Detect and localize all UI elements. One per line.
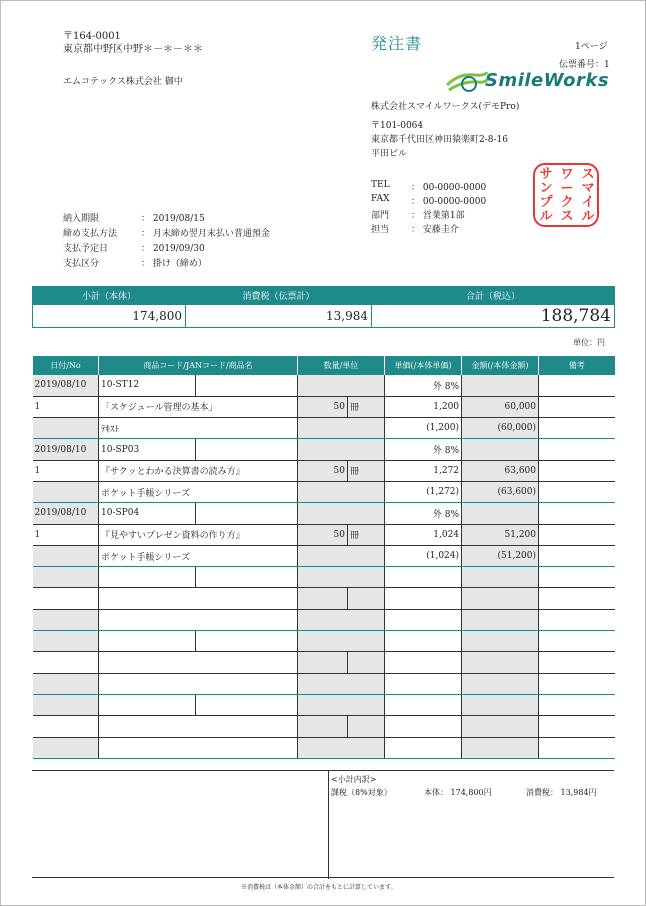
total-header: 合計（税込） [372, 287, 615, 305]
term-value: ： 2019/09/30 [141, 244, 205, 254]
order-items-table [32, 356, 615, 759]
tax-header: 消費税（伝票計） [186, 287, 372, 305]
table-row [33, 503, 615, 524]
item-qty: 50 [298, 524, 348, 545]
table-row [33, 481, 615, 502]
footnote: ※消費税は（本体金額）の合計をもとに計算しています。 [241, 884, 397, 891]
company-seal-stamp [533, 163, 599, 227]
page-number: 1ページ [575, 42, 608, 52]
contact-tel-label: TEL [371, 180, 390, 190]
table-row [33, 460, 615, 481]
item-no: 1 [33, 524, 99, 545]
item-date: 2019/08/10 [33, 375, 99, 396]
table-row [33, 631, 615, 652]
table-row [33, 588, 615, 609]
item-base-price: (1,272) [385, 481, 462, 502]
table-row [33, 524, 615, 545]
table-row [33, 716, 615, 737]
stamp-column: ワークス [560, 167, 574, 224]
header-qty-unit: 数量/単位 [298, 356, 385, 375]
contact-person-value: ： 安藤圭介 [411, 225, 459, 235]
breakdown-label: 課税（8%対象） [331, 788, 392, 797]
term-value: ： 月末締め翌月末払い普通預金 [141, 229, 270, 239]
recipient-company: エムコテックス株式会社 御中 [63, 77, 183, 87]
sender-company: 株式会社スマイルワークス(デモPro) [371, 102, 520, 112]
term-label: 納入期限 [63, 214, 100, 224]
recipient-postal: 〒164-0001 [63, 31, 121, 42]
table-row [33, 609, 615, 630]
item-code: 10-SP04 [99, 503, 196, 524]
item-subtitle: ポケット手帳シリーズ [99, 545, 298, 566]
item-base-amount: (60,000) [462, 418, 539, 439]
item-code: 10-SP03 [99, 439, 196, 460]
item-qty: 50 [298, 460, 348, 481]
breakdown-tax: 消費税： 13,984円 [526, 788, 597, 797]
table-row [33, 439, 615, 460]
header-date-no: 日付/No [33, 356, 99, 375]
term-value: ： 2019/08/15 [141, 214, 205, 224]
term-label: 支払予定日 [63, 244, 109, 254]
sender-building: 平田ビル [371, 149, 408, 159]
item-date: 2019/08/10 [33, 439, 99, 460]
item-date: 2019/08/10 [33, 503, 99, 524]
contact-dept-value: ： 営業第1部 [411, 211, 465, 221]
table-row [33, 545, 615, 566]
breakdown-title: <小計内訳> [331, 775, 377, 784]
contact-dept-label: 部門 [371, 211, 390, 221]
sender-postal: 〒101-0064 [371, 121, 424, 131]
item-price: 1,200 [385, 396, 462, 417]
item-amount: 51,200 [462, 524, 539, 545]
smileworks-logo [445, 69, 610, 95]
table-row [33, 418, 615, 439]
item-base-price: (1,024) [385, 545, 462, 566]
item-no: 1 [33, 460, 99, 481]
table-row [33, 673, 615, 694]
subtotal-header: 小計（本体） [33, 287, 186, 305]
contact-fax-value: ： 00-0000-0000 [411, 197, 487, 207]
tax-breakdown-section [32, 770, 614, 878]
item-price: 1,024 [385, 524, 462, 545]
table-row [33, 567, 615, 588]
document-title: 発注書 [371, 34, 423, 53]
item-unit: 冊 [348, 524, 385, 545]
stamp-column: サンプル [539, 167, 553, 224]
item-base-price: (1,200) [385, 418, 462, 439]
item-name: 「スケジュール管理の基本」 [99, 396, 298, 417]
item-name: 『サクッとわかる決算書の読み方』 [99, 460, 298, 481]
contact-tel-value: ： 00-0000-0000 [411, 183, 487, 193]
header-product: 商品コード/JANコード/商品名 [99, 356, 298, 375]
unit-note: 単位：円 [573, 338, 605, 347]
item-tax-rate: 外 8% [385, 503, 462, 524]
item-base-amount: (51,200) [462, 545, 539, 566]
item-tax-rate: 外 8% [385, 375, 462, 396]
item-amount: 63,600 [462, 460, 539, 481]
item-code: 10-ST12 [99, 375, 196, 396]
item-unit: 冊 [348, 460, 385, 481]
subtotal-value: 174,800 [33, 305, 186, 328]
term-value: ： 掛け（締め） [141, 259, 207, 269]
table-row [33, 737, 615, 758]
item-amount: 60,000 [462, 396, 539, 417]
item-subtitle: ﾃｷｽﾄ [99, 418, 298, 439]
item-unit: 冊 [348, 396, 385, 417]
term-label: 締め支払方法 [63, 229, 118, 239]
table-row [33, 396, 615, 417]
sender-address: 東京都千代田区神田猿楽町2-8-16 [371, 135, 508, 145]
item-no: 1 [33, 396, 99, 417]
recipient-address: 東京都中野区中野＊－＊－＊＊ [63, 44, 203, 55]
item-tax-rate: 外 8% [385, 439, 462, 460]
item-subtitle: ポケット手帳シリーズ [99, 481, 298, 502]
summary-table [32, 286, 615, 328]
item-name: 『見やすいプレゼン資料の作り方』 [99, 524, 298, 545]
term-label: 支払区分 [63, 259, 100, 269]
logo-text: SmileWorks [485, 70, 610, 91]
header-remarks: 備考 [539, 356, 615, 375]
breakdown-body: 本体： 174,800円 [424, 788, 492, 797]
item-qty: 50 [298, 396, 348, 417]
table-row [33, 652, 615, 673]
total-value: 188,784 [372, 305, 615, 328]
smile-swoosh-icon [445, 69, 489, 95]
slip-number: 伝票番号：1 [559, 60, 610, 70]
item-base-amount: (63,600) [462, 481, 539, 502]
stamp-column: スマイル [581, 167, 595, 224]
header-unit-price: 単価(/本体単価) [385, 356, 462, 375]
header-amount: 金額(/本体金額) [462, 356, 539, 375]
contact-person-label: 担当 [371, 225, 390, 235]
contact-fax-label: FAX [371, 194, 390, 204]
tax-value: 13,984 [186, 305, 372, 328]
table-row [33, 375, 615, 396]
item-price: 1,272 [385, 460, 462, 481]
table-row [33, 694, 615, 715]
